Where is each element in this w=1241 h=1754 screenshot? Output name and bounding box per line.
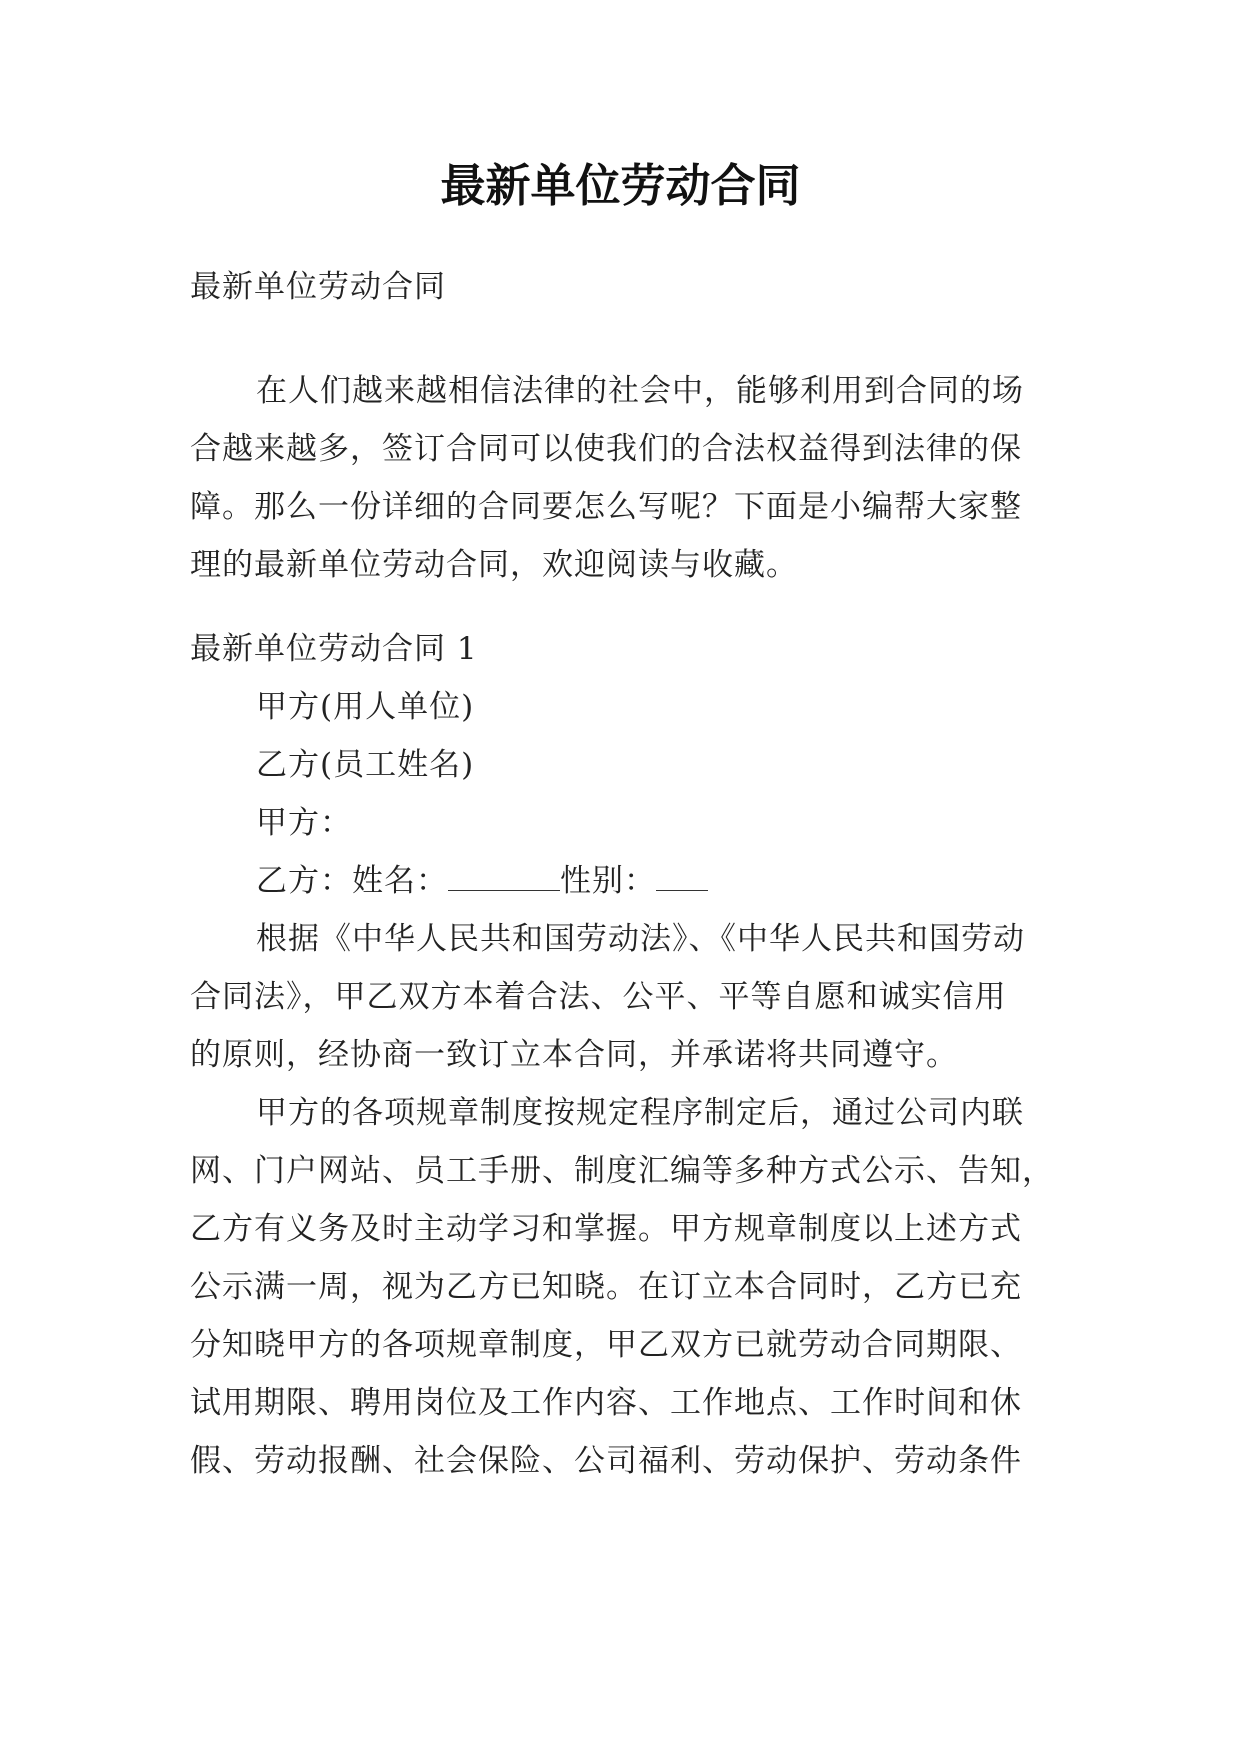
document-subtitle-block <box>190 258 1070 316</box>
rules-line: 分知晓甲方的各项规章制度，甲乙双方已就劳动合同期限、 <box>190 1327 1022 1363</box>
name-blank-line <box>448 860 560 891</box>
rules-line: 假、劳动报酬、社会保险、公司福利、劳动保护、劳动条件 <box>190 1443 1022 1479</box>
intro-line: 合越来越多，签订合同可以使我们的合法权益得到法律的保 <box>190 431 1022 467</box>
basis-line: 根据《中华人民共和国劳动法》、《中华人民共和国劳动 <box>256 921 1025 957</box>
contract-section <box>190 620 1070 1490</box>
rules-line: 公示满一周，视为乙方已知晓。在订立本合同时，乙方已充 <box>190 1269 1022 1305</box>
intro-line: 在人们越来越相信法律的社会中，能够利用到合同的场 <box>256 373 1024 409</box>
party-b-gender-label: 性别： <box>560 863 656 899</box>
party-a-label: 甲方(用人单位) <box>256 689 475 725</box>
rules-line: 试用期限、聘用岗位及工作内容、工作地点、工作时间和休 <box>190 1385 1022 1421</box>
rules-line: 网、门户网站、员工手册、制度汇编等多种方式公示、告知， <box>190 1153 1054 1189</box>
rules-line: 甲方的各项规章制度按规定程序制定后，通过公司内联 <box>256 1095 1024 1131</box>
party-a-field: 甲方： <box>256 805 352 841</box>
party-b-name-label: 乙方：姓名： <box>256 863 448 899</box>
intro-paragraph <box>190 362 1070 594</box>
basis-line: 的原则，经协商一致订立本合同，并承诺将共同遵守。 <box>190 1037 958 1073</box>
party-b-label: 乙方(员工姓名) <box>256 747 475 783</box>
gender-blank-line <box>656 860 708 891</box>
section-heading: 最新单位劳动合同 1 <box>190 631 478 667</box>
rules-line: 乙方有义务及时主动学习和掌握。甲方规章制度以上述方式 <box>190 1211 1022 1247</box>
party-b-field <box>190 852 1070 910</box>
document-subtitle: 最新单位劳动合同 <box>190 269 446 305</box>
intro-line: 理的最新单位劳动合同，欢迎阅读与收藏。 <box>190 547 798 583</box>
basis-line: 合同法》，甲乙双方本着合法、公平、平等自愿和诚实信用 <box>190 979 1007 1015</box>
intro-line: 障。那么一份详细的合同要怎么写呢？下面是小编帮大家整 <box>190 489 1022 525</box>
document-title: 最新单位劳动合同 <box>440 159 801 212</box>
